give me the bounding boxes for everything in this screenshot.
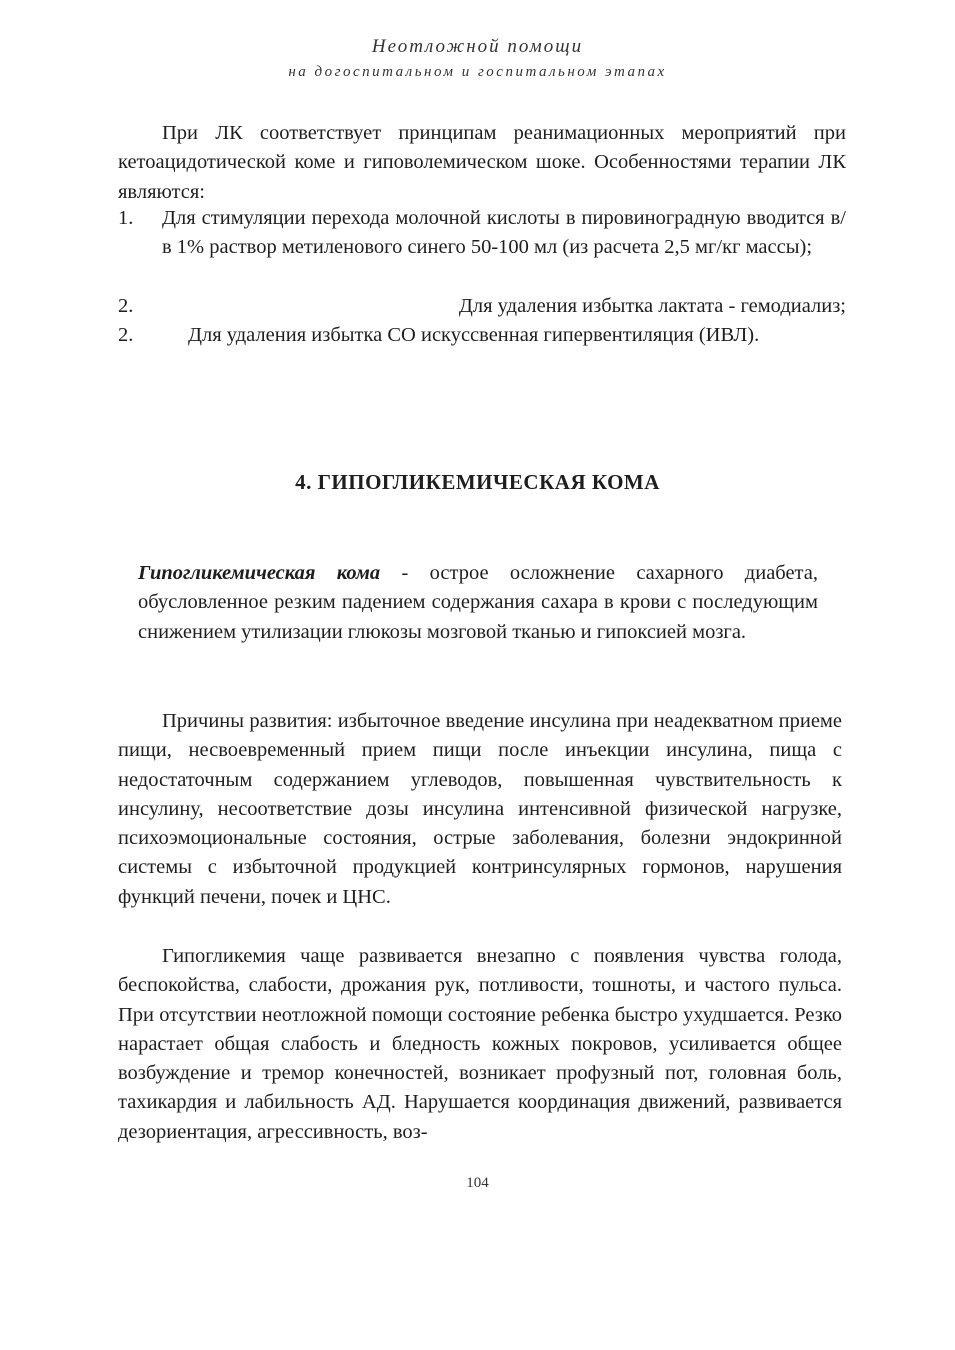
list-item-text: Для удаления избытка СО искуссвенная гипервентиляция (ИВЛ). — [188, 324, 760, 346]
running-header-line1: Неотложной помощи — [371, 36, 584, 57]
page-number: 104 — [466, 1175, 489, 1191]
list-item-text: Для удаления избытка лактата - гемодиализ; — [458, 295, 846, 317]
intro-paragraph: При ЛК соответствует принципам реанимационных мероприятий при кетоацидотической коме и гиповолемическом шоке. Особенностями терапии ЛК являются: — [118, 122, 846, 203]
running-header-line2: на догоспитальном и госпитальном этапах — [288, 64, 667, 80]
causes-paragraph: Причины развития: избыточное введение инсулина при неадекватном приеме пищи, несвоевременный прием пищи после инъекции инсулина, пища с недостаточным содержанием углеводов, повышенная чувствительность к инсулину, несоответствие дозы инсулина интенсивной физической нагрузке, психоэмоциональные состояния, острые заболевания, болезни эндокринной системы с избыточной продукцией контринсулярных гормонов, нарушения функций печени, почек и ЦНС. — [118, 710, 842, 908]
list-item-number: 2. — [118, 295, 134, 317]
definition-paragraph — [138, 559, 818, 647]
list-item-number: 1. — [118, 207, 134, 229]
symptoms-paragraph: Гипогликемия чаще развивается внезапно с появления чувства голода, беспокойства, слабости, дрожания рук, потливости, тошноты, и частого пульса. При отсутствии неотложной помощи состояние ребенка быстро ухудшается. Резко нарастает общая слабость и бледность кожных покровов, усиливается общее возбуждение и тремор конечностей, возникает профузный пот, головная боль, тахикардия и лабильность АД. Нарушается координация движений, развивается дезориентация, агрессивность, воз- — [118, 945, 842, 1143]
definition-text: - острое осложнение сахарного диабета, обусловленное резким падением содержания сахара в крови с последующим снижением утилизации глюкозы мозговой тканью и гипоксией мозга. — [138, 562, 818, 643]
section-heading: 4. ГИПОГЛИКЕМИЧЕСКАЯ КОМА — [295, 470, 660, 494]
list-item-text: Для стимуляции перехода молочной кислоты в пировиноградную вводится в/в 1% раствор метиленового синего 50-100 мл (из расчета 2,5 мг/кг массы); — [162, 207, 846, 259]
list-item-number: 2. — [118, 324, 134, 346]
definition-term: Гипогликемическая кома — [138, 562, 381, 584]
